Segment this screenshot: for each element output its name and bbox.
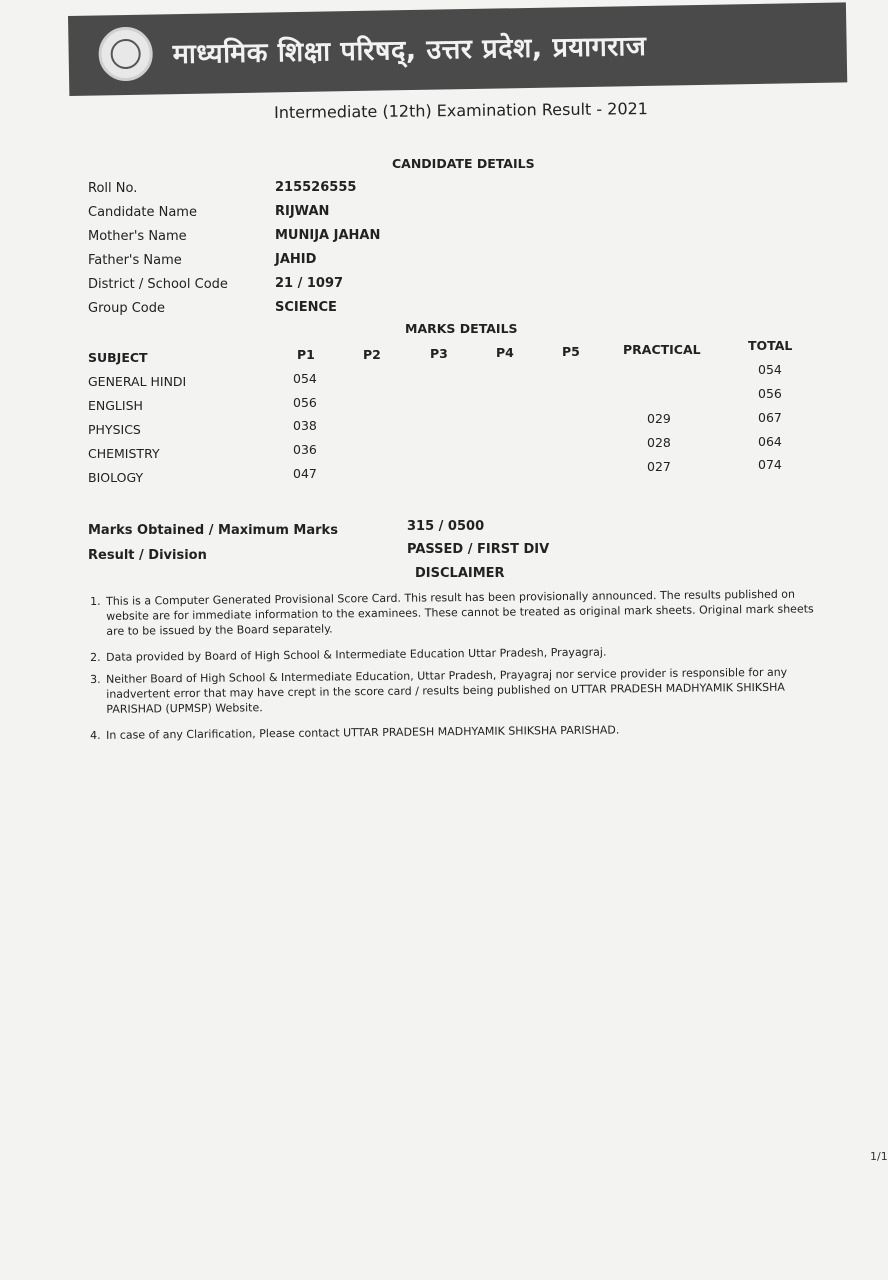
field-value-candidate-name: RIJWAN <box>275 204 330 219</box>
field-label-school-code: District / School Code <box>88 277 228 292</box>
marks-obtained-label: Marks Obtained / Maximum Marks <box>88 523 338 538</box>
disclaimer-item <box>90 586 818 639</box>
row-practical: 027 <box>647 459 671 474</box>
disclaimer-item-number: 2. <box>90 650 101 664</box>
row-subject: PHYSICS <box>88 422 141 437</box>
field-value-group-code: SCIENCE <box>275 300 337 315</box>
row-total: 054 <box>758 362 782 377</box>
field-label-candidate-name: Candidate Name <box>88 205 197 220</box>
field-label-group-code: Group Code <box>88 301 165 316</box>
row-p1: 056 <box>293 395 317 410</box>
disclaimer-item-text: In case of any Clarification, Please contact UTTAR PRADESH MADHYAMIK SHIKSHA PARISHAD. <box>106 723 620 742</box>
marks-obtained-value: 315 / 0500 <box>407 519 485 534</box>
row-subject: CHEMISTRY <box>88 446 160 461</box>
field-value-father-name: JAHID <box>275 252 317 267</box>
marks-details-title: MARKS DETAILS <box>405 321 518 336</box>
disclaimer-item-text: This is a Computer Generated Provisional Score Card. This result has been provisionally announced. The results published on website are for immediate information to the examinees. These cannot be treated as original mark sheets. Original mark sheets are to be issued by the Board separately. <box>106 587 814 638</box>
header-total: TOTAL <box>748 338 793 353</box>
header-p2: P2 <box>363 347 381 362</box>
disclaimer-item-text: Data provided by Board of High School & Intermediate Education Uttar Pradesh, Prayagraj. <box>106 645 607 664</box>
board-title: माध्यमिक शिक्षा परिषद्, उत्तर प्रदेश, प्रयागराज <box>172 30 647 71</box>
row-subject: GENERAL HINDI <box>88 374 187 389</box>
disclaimer-item-number: 4. <box>90 728 101 742</box>
candidate-details-title: CANDIDATE DETAILS <box>392 156 535 171</box>
header-practical: PRACTICAL <box>623 342 701 357</box>
disclaimer-item <box>90 720 818 743</box>
disclaimer-item <box>90 642 818 665</box>
disclaimer-item-text: Neither Board of High School & Intermediate Education, Uttar Pradesh, Prayagraj nor service provider is responsible for any inadvertent error that may have crept in the score card / results being published on UTTAR PRADESH MADHYAMIK SHIKSHA PARISHAD (UPMSP) Website. <box>106 665 788 716</box>
field-label-roll-no: Roll No. <box>88 181 138 196</box>
row-total: 067 <box>758 410 782 425</box>
row-p1: 047 <box>293 466 317 481</box>
disclaimer-item-number: 3. <box>90 672 101 686</box>
row-subject: BIOLOGY <box>88 470 144 485</box>
row-total: 064 <box>758 434 782 449</box>
result-division-label: Result / Division <box>88 548 207 563</box>
exam-title: Intermediate (12th) Examination Result - 2021 <box>274 99 649 122</box>
disclaimer-item <box>90 664 818 717</box>
result-division-value: PASSED / FIRST DIV <box>407 542 550 557</box>
board-emblem-icon <box>98 27 153 82</box>
row-practical: 029 <box>647 411 671 426</box>
field-value-mother-name: MUNIJA JAHAN <box>275 228 381 243</box>
field-label-father-name: Father's Name <box>88 253 182 268</box>
disclaimer-title: DISCLAIMER <box>415 566 505 581</box>
header-p5: P5 <box>562 344 580 359</box>
row-total: 056 <box>758 386 782 401</box>
row-p1: 038 <box>293 418 317 433</box>
page-number: 1/1 <box>870 1150 888 1163</box>
header-subject: SUBJECT <box>88 350 148 365</box>
row-p1: 036 <box>293 442 317 457</box>
field-value-roll-no: 215526555 <box>275 180 357 195</box>
field-value-school-code: 21 / 1097 <box>275 276 344 291</box>
header-p4: P4 <box>496 345 514 360</box>
row-practical: 028 <box>647 435 671 450</box>
header-p1: P1 <box>297 347 315 362</box>
row-subject: ENGLISH <box>88 398 143 413</box>
disclaimer-item-number: 1. <box>90 594 101 608</box>
field-label-mother-name: Mother's Name <box>88 229 187 244</box>
header-banner <box>68 2 847 96</box>
row-total: 074 <box>758 457 782 472</box>
row-p1: 054 <box>293 371 317 386</box>
header-p3: P3 <box>430 346 448 361</box>
